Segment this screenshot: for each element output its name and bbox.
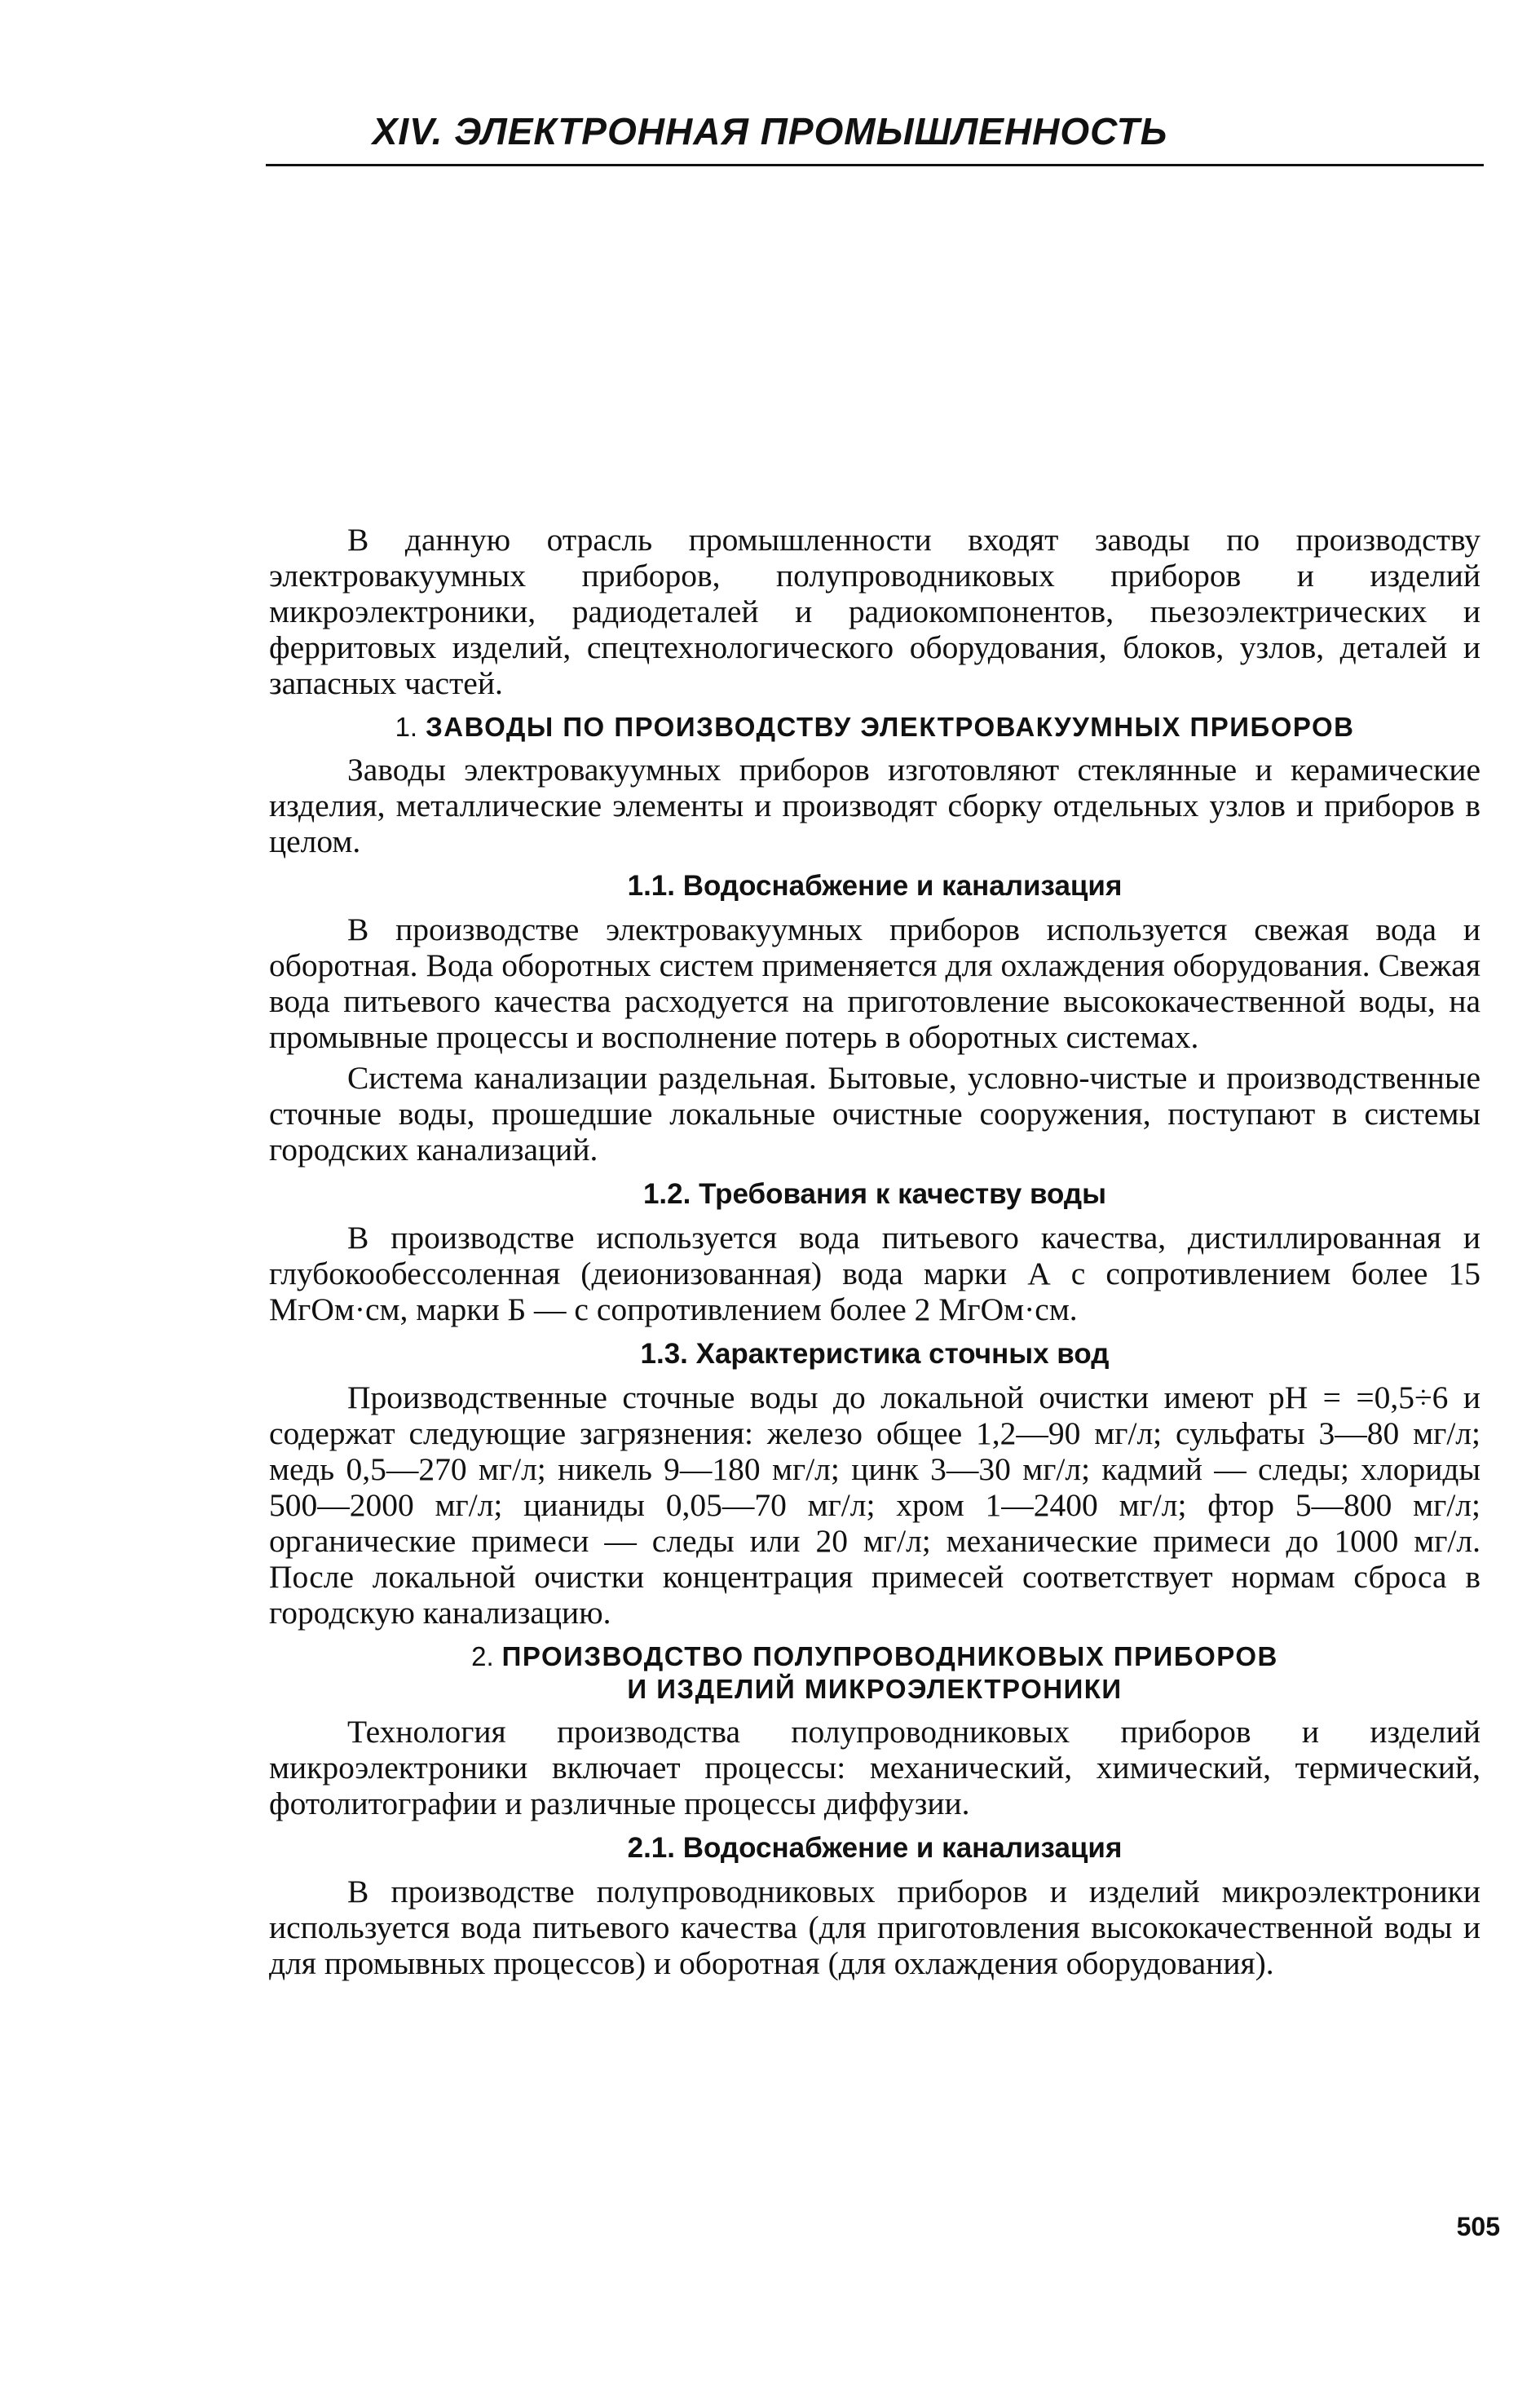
section-1-paragraph: Заводы электровакуумных приборов изготовляют стеклянные и керамические изделия, металлические элементы и производят сборку отдельных узлов и приборов в целом.	[269, 752, 1480, 859]
section-2-heading-line-1	[269, 1640, 1480, 1673]
header-rule	[266, 164, 1484, 166]
subsection-1-2-heading: 1.2. Требования к качеству воды	[642, 1178, 1107, 1210]
section-1-title: ЗАВОДЫ ПО ПРОИЗВОДСТВУ ЭЛЕКТРОВАКУУМНЫХ ПРИБОРОВ	[426, 712, 1355, 742]
subsection-2-1-paragraph: В производстве полупроводниковых приборов и изделий микроэлектроники используется вода питьевого качества (для приготовления высококачественной воды и для промывных процессов) и оборотная (для охлаждения оборудования).	[269, 1874, 1480, 1981]
section-2-title-line-1: ПРОИЗВОДСТВО ПОЛУПРОВОДНИКОВЫХ ПРИБОРОВ	[501, 1641, 1278, 1671]
subsection-1-3-heading: 1.3. Характеристика сточных вод	[640, 1338, 1110, 1370]
section-2-paragraph: Технология производства полупроводниковых приборов и изделий микроэлектроники включает процессы: механический, химический, термический, фотолитографии и различные процессы диффузии.	[269, 1714, 1480, 1821]
section-1-number: 1.	[395, 712, 418, 742]
section-2-title-line-2: И ИЗДЕЛИЙ МИКРОЭЛЕКТРОНИКИ	[627, 1674, 1123, 1704]
subsection-1-1-heading: 1.1. Водоснабжение и канализация	[627, 870, 1123, 902]
section-2-number: 2.	[471, 1641, 494, 1671]
subsection-1-1-paragraph-2: Система канализации раздельная. Бытовые, условно-чистые и производственные сточные воды, прошедшие локальные очистные сооружения, поступают в системы городских канализаций.	[269, 1060, 1480, 1168]
subsection-1-1-paragraph-1: В производстве электровакуумных приборов используется свежая вода и оборотная. Вода оборотных систем применяется для охлаждения оборудования. Свежая вода питьевого качества расходуется на приготовление высококачественной воды, на промывные процессы и восполнение потерь в оборотных системах.	[269, 912, 1480, 1055]
section-2-heading	[269, 1640, 1480, 1706]
subsection-1-2-paragraph: В производстве используется вода питьевого качества, дистиллированная и глубокообессоленная (деионизованная) вода марки А с сопротивлением более 15 МгОм·см, марки Б — с сопротивлением более 2 МгОм·см.	[269, 1220, 1480, 1327]
page-body	[269, 522, 1480, 1986]
page-number: 505	[1456, 2212, 1500, 2241]
section-1-heading	[269, 711, 1480, 744]
chapter-title: XIV. ЭЛЕКТРОННАЯ ПРОМЫШЛЕННОСТЬ	[372, 110, 1168, 152]
intro-paragraph: В данную отрасль промышленности входят заводы по производству электровакуумных приборов, полупроводниковых приборов и изделий микроэлектроники, радиодеталей и радиокомпонентов, пьезоэлектрических и ферритовых изделий, спецтехнологического оборудования, блоков, узлов, деталей и запасных частей.	[269, 522, 1480, 701]
subsection-1-3-paragraph: Производственные сточные воды до локальной очистки имеют pH = =0,5÷6 и содержат следующие загрязнения: железо общее 1,2—90 мг/л; сульфаты 3—80 мг/л; медь 0,5—270 мг/л; никель 9—180 мг/л; цинк 3—30 мг/л; кадмий — следы; хлориды 500—2000 мг/л; цианиды 0,05—70 мг/л; хром 1—2400 мг/л; фтор 5—800 мг/л; органические примеси — следы или 20 мг/л; механические примеси до 1000 мг/л. После локальной очистки концентрация примесей соответствует нормам сброса в городскую канализацию.	[269, 1379, 1480, 1631]
subsection-2-1-heading: 2.1. Водоснабжение и канализация	[627, 1832, 1123, 1864]
